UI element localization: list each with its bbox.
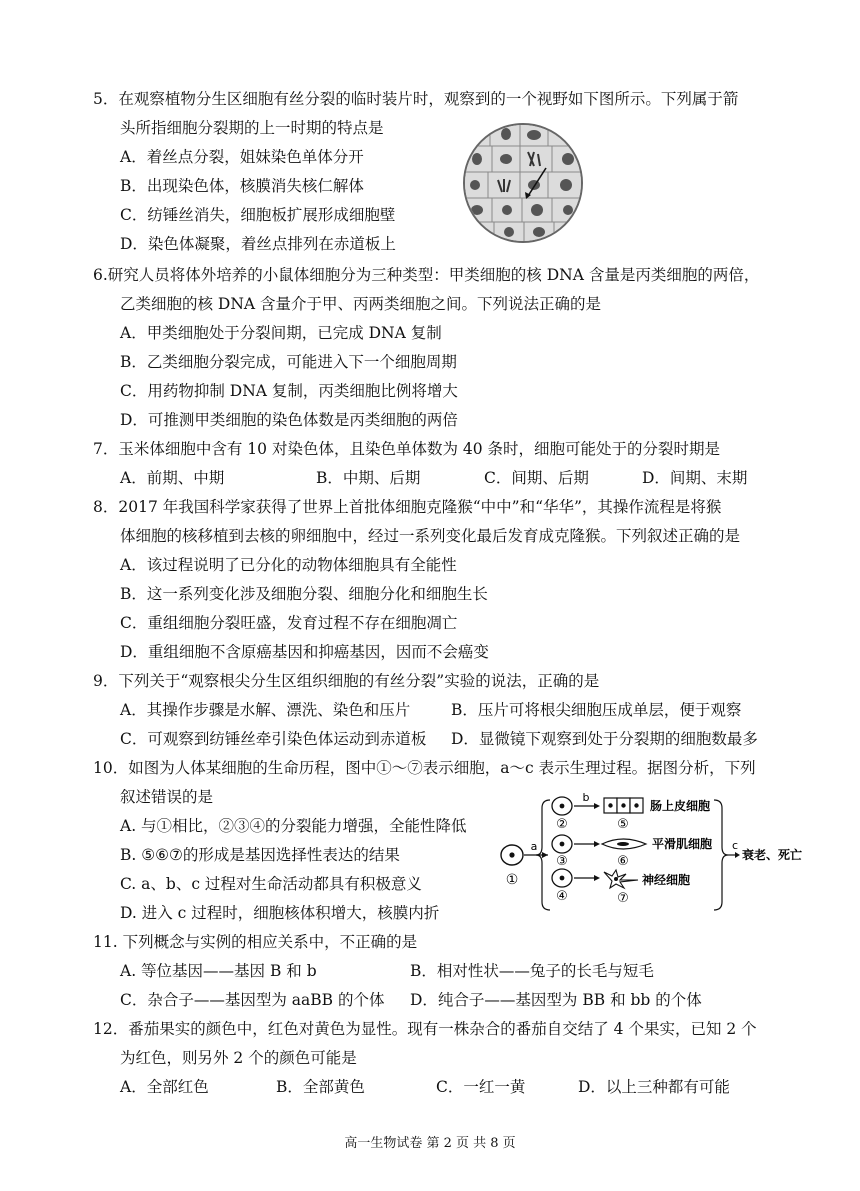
label-2: ② xyxy=(556,817,568,832)
q5-stem-line2: 头所指细胞分裂期的上一时期的特点是 xyxy=(120,119,384,137)
q10-stem-line1: 10．如图为人体某细胞的生命历程，图中①～⑦表示细胞，a～c 表示生理过程。据图分析，下列 xyxy=(93,759,756,777)
label-c: c xyxy=(732,839,739,852)
q5-option-b: B．出现染色体，核膜消失核仁解体 xyxy=(120,177,364,195)
q5-stem-line1: 5．在观察植物分生区细胞有丝分裂的临时装片时，观察到的一个视野如下图所示。下列属于箭 xyxy=(93,90,739,108)
q6-stem-line2: 乙类细胞的核 DNA 含量介于甲、丙两类细胞之间。下列说法正确的是 xyxy=(120,295,602,313)
q7-option-d: D．间期、末期 xyxy=(642,469,748,487)
page-footer: 高一生物试卷 第 2 页 共 8 页 xyxy=(344,1136,516,1151)
q6-option-d: D．可推测甲类细胞的染色体数是丙类细胞的两倍 xyxy=(120,411,458,429)
q7-option-a: A．前期、中期 xyxy=(120,469,225,487)
microscope-field-image xyxy=(462,122,584,244)
q8-option-b: B．这一系列变化涉及细胞分裂、细胞分化和细胞生长 xyxy=(120,585,488,603)
q5-option-d: D．染色体凝聚，着丝点排列在赤道板上 xyxy=(120,235,396,253)
q11-stem: 11. 下列概念与实例的相应关系中，不正确的是 xyxy=(93,933,418,951)
q9-option-c: C．可观察到纺锤丝牵引染色体运动到赤道板 xyxy=(120,730,427,748)
q12-option-d: D．以上三种都有可能 xyxy=(578,1078,730,1096)
q7-option-b: B．中期、后期 xyxy=(316,469,421,487)
q8-option-a: A．该过程说明了已分化的动物体细胞具有全能性 xyxy=(120,556,457,574)
q12-option-a: A．全部红色 xyxy=(120,1078,209,1096)
q12-stem-line1: 12．番茄果实的颜色中，红色对黄色为显性。现有一株杂合的番茄自交结了 4 个果实，已知 2 个 xyxy=(93,1020,757,1038)
q6-option-a: A．甲类细胞处于分裂间期，已完成 DNA 复制 xyxy=(120,324,442,342)
label-a: a xyxy=(530,840,538,853)
q7-stem: 7．玉米体细胞中含有 10 对染色体，且染色单体数为 40 条时，细胞可能处于的分裂时期是 xyxy=(93,440,721,458)
label-3: ③ xyxy=(556,854,568,869)
label-neuron: 神经细胞 xyxy=(642,873,691,887)
label-smooth-muscle: 平滑肌细胞 xyxy=(652,837,713,851)
q10-option-d: D. 进入 c 过程时，细胞核体积增大，核膜内折 xyxy=(120,904,440,922)
label-5: ⑤ xyxy=(617,817,629,832)
label-intestinal-cell: 肠上皮细胞 xyxy=(650,799,711,813)
q9-option-d: D．显微镜下观察到处于分裂期的细胞数最多 xyxy=(451,730,758,748)
label-7: ⑦ xyxy=(617,891,629,906)
q12-option-b: B．全部黄色 xyxy=(276,1078,365,1096)
q8-stem-line2: 体细胞的核移植到去核的卵细胞中，经过一系列变化最后发育成克隆猴。下列叙述正确的是 xyxy=(120,527,741,545)
q9-option-b: B．压片可将根尖细胞压成单层，便于观察 xyxy=(451,701,742,719)
q12-option-c: C．一红一黄 xyxy=(436,1078,526,1096)
q9-option-a: A．其操作步骤是水解、漂洗、染色和压片 xyxy=(120,701,411,719)
q10-option-a: A. 与①相比，②③④的分裂能力增强，全能性降低 xyxy=(120,817,467,835)
q11-option-d: D．纯合子——基因型为 BB 和 bb 的个体 xyxy=(410,991,702,1009)
q8-stem-line1: 8．2017 年我国科学家获得了世界上首批体细胞克隆猴“中中”和“华华”，其操作流程是将猴 xyxy=(93,498,722,516)
q10-option-c: C. a、b、c 过程对生命活动都具有积极意义 xyxy=(120,875,422,893)
label-4: ④ xyxy=(556,889,568,904)
q10-option-b: B. ⑤⑥⑦的形成是基因选择性表达的结果 xyxy=(120,846,400,864)
label-b: b xyxy=(582,792,590,804)
q7-option-c: C．间期、后期 xyxy=(484,469,589,487)
label-aging-death: 衰老、死亡 xyxy=(742,848,803,862)
label-1: ① xyxy=(505,872,519,888)
q11-option-b: B．相对性状——兔子的长毛与短毛 xyxy=(410,962,654,980)
cell-lifecycle-diagram xyxy=(492,792,812,914)
q6-stem-line1: 6.研究人员将体外培养的小鼠体细胞分为三种类型：甲类细胞的核 DNA 含量是丙类细胞的两倍， xyxy=(93,266,760,284)
q9-stem: 9．下列关于“观察根尖分生区组织细胞的有丝分裂”实验的说法，正确的是 xyxy=(93,672,600,690)
q11-option-c: C．杂合子——基因型为 aaBB 的个体 xyxy=(120,991,385,1009)
label-6: ⑥ xyxy=(617,854,629,869)
q10-stem-line2: 叙述错误的是 xyxy=(120,788,214,806)
q8-option-c: C．重组细胞分裂旺盛，发育过程不存在细胞凋亡 xyxy=(120,614,458,632)
q5-option-c: C．纺锤丝消失，细胞板扩展形成细胞壁 xyxy=(120,206,396,224)
q6-option-c: C．用药物抑制 DNA 复制，丙类细胞比例将增大 xyxy=(120,382,458,400)
q5-option-a: A．着丝点分裂，姐妹染色单体分开 xyxy=(120,148,364,166)
q6-option-b: B．乙类细胞分裂完成，可能进入下一个细胞周期 xyxy=(120,353,457,371)
q12-stem-line2: 为红色，则另外 2 个的颜色可能是 xyxy=(120,1049,357,1067)
q11-option-a: A. 等位基因——基因 B 和 b xyxy=(120,962,317,980)
q8-option-d: D．重组细胞不含原癌基因和抑癌基因，因而不会癌变 xyxy=(120,643,489,661)
